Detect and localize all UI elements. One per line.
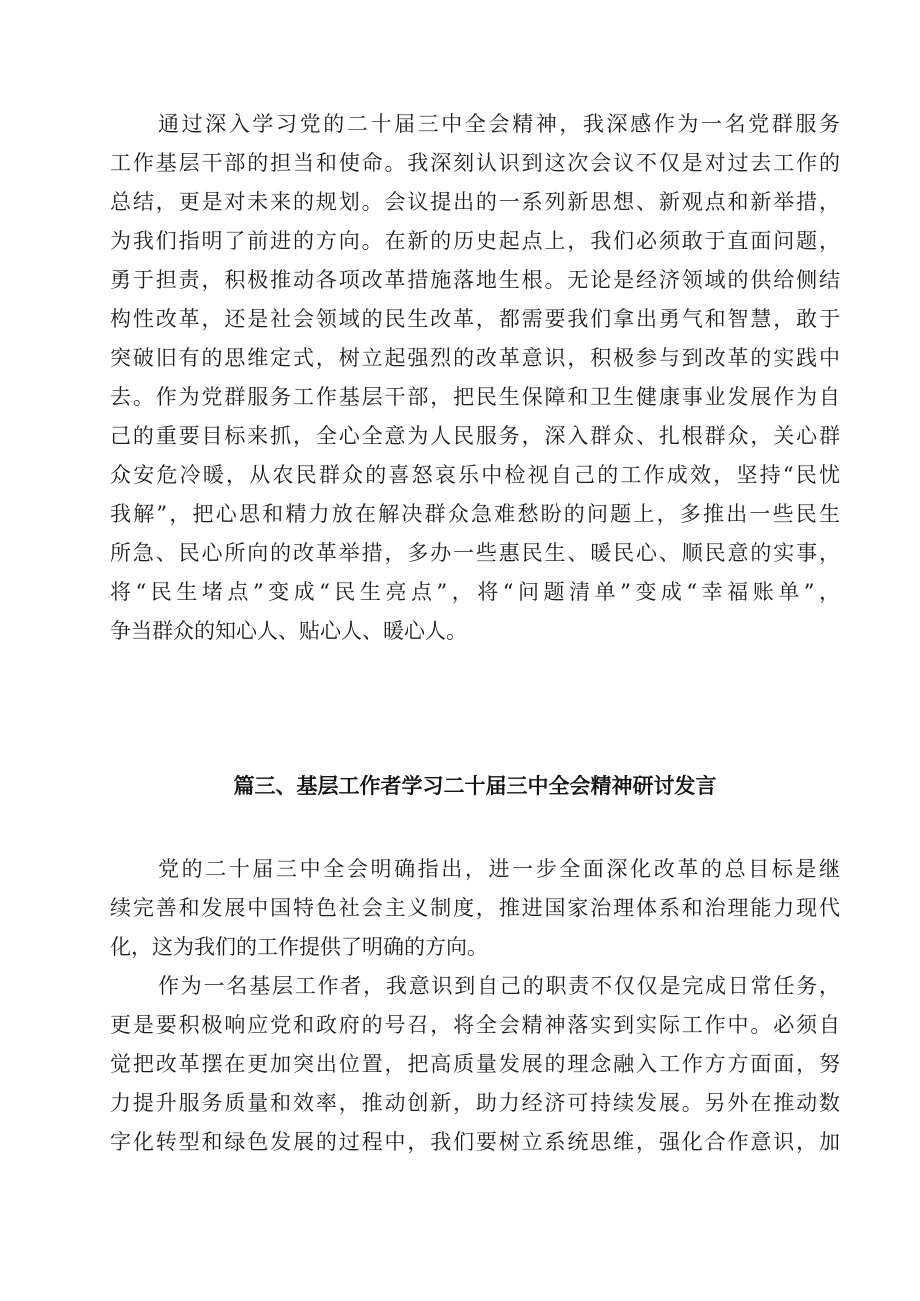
text-line: 争当群众的知心人、贴心人、暖心人。: [110, 619, 467, 643]
text-line: 通过深入学习党的二十届三中全会精神，我深感作为一名党群服务: [158, 112, 840, 136]
text-line: 工作基层干部的担当和使命。我深刻认识到这次会议不仅是对过去工作的: [110, 151, 840, 175]
text-line: 勇于担责，积极推动各项改革措施落地生根。无论是经济领域的供给侧结: [110, 268, 840, 292]
text-line: 更是要积极响应党和政府的号召，将全会精神落实到实际工作中。必须自: [110, 1013, 840, 1037]
text-line: 总结，更是对未来的规划。会议提出的一系列新思想、新观点和新举措，: [110, 190, 840, 214]
text-line: 己的重要目标来抓，全心全意为人民服务，深入群众、扎根群众，关心群: [110, 424, 840, 448]
text-line: 续完善和发展中国特色社会主义制度，推进国家治理体系和治理能力现代: [110, 896, 840, 920]
text-line: 化，这为我们的工作提供了明确的方向。: [110, 935, 488, 959]
text-line: 为我们指明了前进的方向。在新的历史起点上，我们必须敢于直面问题，: [110, 229, 840, 253]
text-line: 我解”，把心思和精力放在解决群众急难愁盼的问题上，多推出一些民生: [110, 502, 840, 526]
text-line: 突破旧有的思维定式，树立起强烈的改革意识，积极参与到改革的实践中: [110, 346, 840, 370]
text-line: 所急、民心所向的改革举措，多办一些惠民生、暖民心、顺民意的实事，: [110, 541, 840, 565]
text-line: 去。作为党群服务工作基层干部，把民生保障和卫生健康事业发展作为自: [110, 385, 840, 409]
text-line: 作为一名基层工作者，我意识到自己的职责不仅仅是完成日常任务，: [158, 974, 840, 998]
text-line: 党的二十届三中全会明确指出，进一步全面深化改革的总目标是继: [158, 857, 840, 881]
text-line: 字化转型和绿色发展的过程中，我们要树立系统思维，强化合作意识，加: [110, 1130, 840, 1154]
text-line: 力提升服务质量和效率，推动创新，助力经济可持续发展。另外在推动数: [110, 1091, 840, 1115]
text-line: 众安危冷暖，从农民群众的喜怒哀乐中检视自己的工作成效，坚持“民忧: [110, 463, 840, 487]
text-line: 构性改革，还是社会领域的民生改革，都需要我们拿出勇气和智慧，敢于: [110, 307, 840, 331]
text-line: 将“民生堵点”变成“民生亮点”，将“问题清单”变成“幸福账单”，: [110, 580, 840, 604]
text-line: 觉把改革摆在更加突出位置，把高质量发展的理念融入工作方方面面，努: [110, 1052, 840, 1076]
section-heading: 篇三、基层工作者学习二十届三中全会精神研讨发言: [233, 774, 717, 798]
